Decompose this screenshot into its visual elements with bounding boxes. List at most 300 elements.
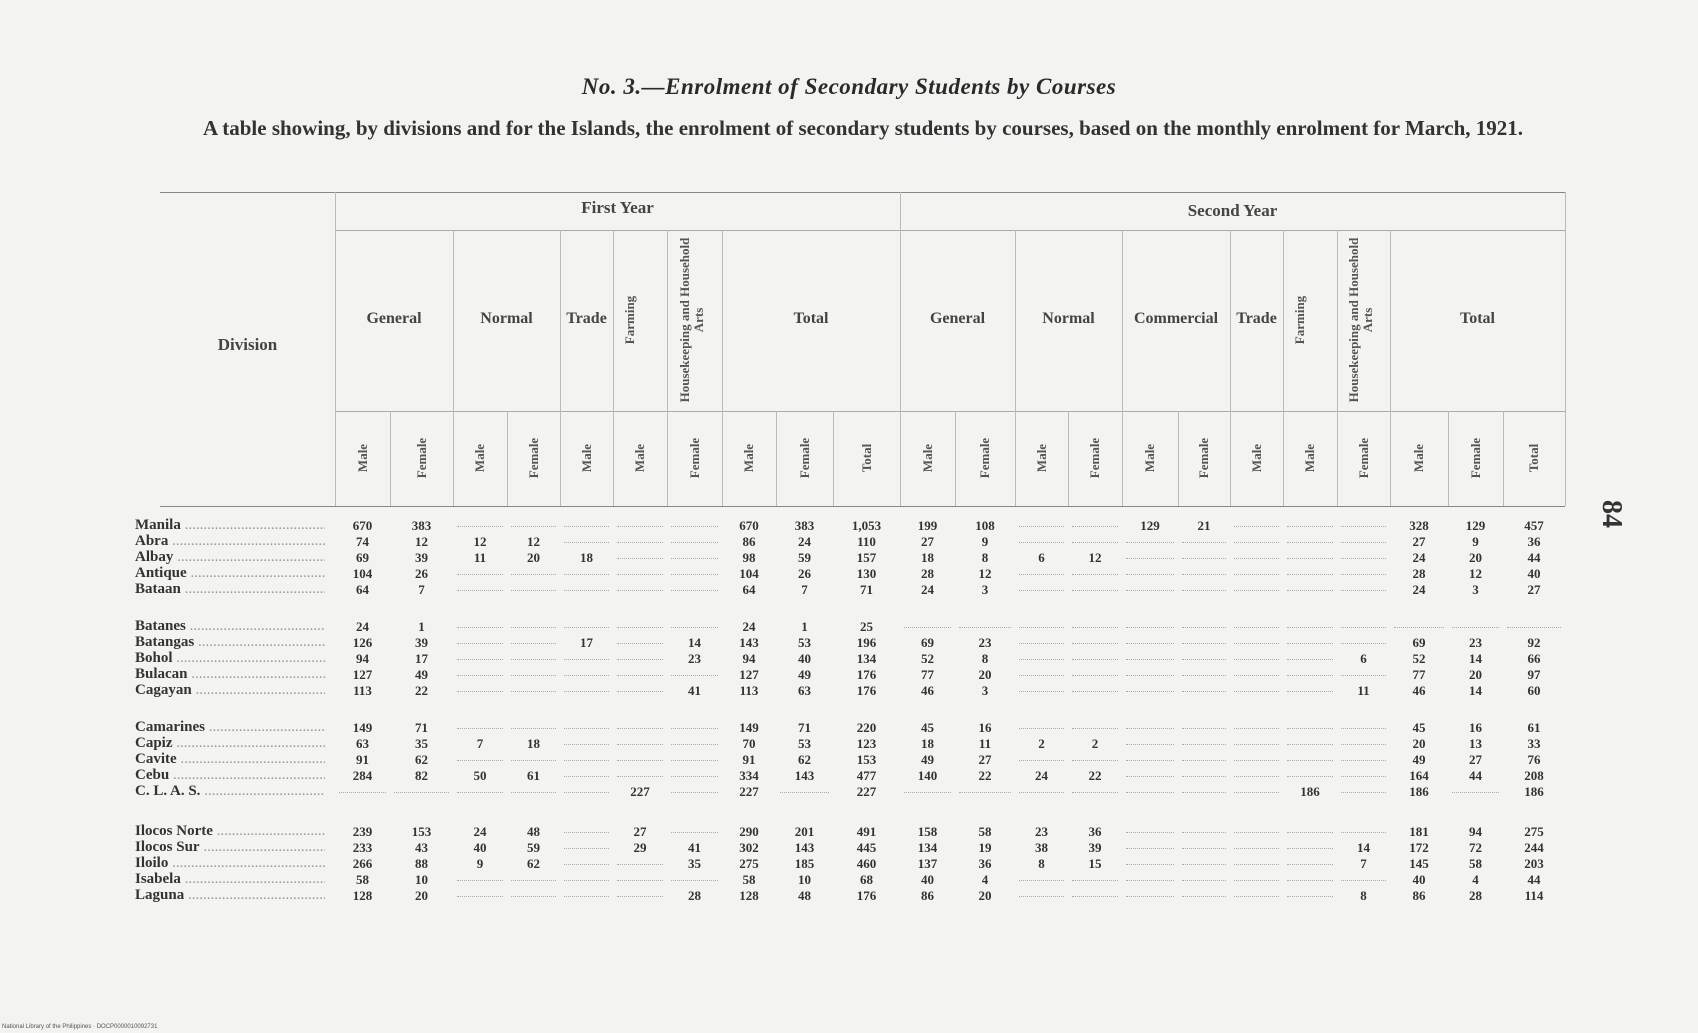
table-cell: 24 (473, 824, 487, 839)
table-cell: 24 (1035, 768, 1048, 783)
table-cell (1122, 767, 1178, 784)
table-cell (1015, 618, 1068, 635)
table-cell: 11 (1357, 683, 1370, 698)
division-label: Bataan ..... (135, 581, 325, 598)
table-cell (1230, 565, 1283, 582)
table-cell: 33 (1527, 736, 1541, 751)
table-cell: 186 (1524, 784, 1544, 799)
table-cell: 98 (742, 550, 756, 565)
table-cell: 383 (411, 518, 432, 533)
table-cell (1068, 666, 1122, 683)
table-cell: 24 (1412, 582, 1426, 597)
table-cell (776, 783, 833, 800)
table-cell: 44 (1527, 550, 1541, 565)
table-cell: 457 (1524, 518, 1544, 533)
table-cell (1178, 751, 1230, 768)
table-cell: 92 (1527, 635, 1541, 650)
column-divider (1015, 230, 1016, 506)
table-cell (1068, 751, 1122, 768)
table-cell (1178, 887, 1230, 904)
table-cell: 383 (794, 518, 815, 533)
table-cell (560, 887, 613, 904)
table-cell: 244 (1524, 840, 1544, 855)
table-cell: 275 (1524, 824, 1544, 839)
table-cell: 59 (798, 550, 811, 565)
table-cell: 491 (856, 824, 877, 839)
table-cell: 64 (742, 582, 756, 597)
table-cell: 153 (411, 824, 432, 839)
table-cell: 227 (739, 784, 759, 799)
table-cell: 20 (1469, 550, 1482, 565)
table-cell: 28 (1412, 566, 1426, 581)
table-cell: 82 (415, 768, 428, 783)
table-cell: 69 (1412, 635, 1426, 650)
table-cell (667, 783, 722, 800)
table-cell: 36 (1527, 534, 1541, 549)
table-cell (453, 634, 507, 651)
table-cell: 129 (1140, 518, 1160, 533)
table-cell: 71 (415, 720, 428, 735)
table-cell: 29 (633, 840, 647, 855)
table-cell: 129 (1465, 518, 1486, 533)
table-cell: 14 (1357, 840, 1370, 855)
table-cell (507, 871, 560, 888)
table-cell: 334 (739, 768, 759, 783)
division-label: Bohol ..... (135, 650, 325, 667)
table-cell (1230, 735, 1283, 752)
table-cell (1503, 618, 1565, 635)
table-cell: 16 (978, 720, 992, 735)
table-cell (560, 517, 613, 534)
table-cell (453, 783, 507, 800)
table-cell (1230, 871, 1283, 888)
table-cell (453, 581, 507, 598)
table-cell: 9 (476, 856, 484, 871)
table-cell (1068, 650, 1122, 667)
table-cell: 3 (981, 582, 989, 597)
table-cell: 227 (856, 784, 877, 799)
table-cell: 52 (1412, 651, 1426, 666)
table-cell (667, 517, 722, 534)
table-cell: 46 (921, 683, 934, 698)
table-cell (613, 871, 667, 888)
table-cell: 153 (856, 752, 877, 767)
table-cell (613, 855, 667, 872)
table-cell: 70 (742, 736, 756, 751)
sex-header: Female (796, 437, 812, 479)
column-divider (335, 192, 336, 506)
sex-header: Male (632, 443, 647, 473)
table-cell (1283, 618, 1337, 635)
page-number: 84 (1596, 500, 1627, 528)
table-cell: 69 (356, 550, 369, 565)
table-intro: A table showing, by divisions and for the Islands, the enrolment of secondary students by courses, based on the monthly enrolment for March, 1921. (203, 116, 1524, 140)
top-rule (160, 192, 1565, 193)
table-cell: 27 (978, 752, 992, 767)
division-label: Capiz ..... (135, 735, 325, 752)
table-cell: 43 (415, 840, 428, 855)
sex-header: Male (919, 443, 935, 473)
table-cell (667, 581, 722, 598)
table-cell (1178, 650, 1230, 667)
table-title: No. 3.—Enrolment of Secondary Students by Courses (581, 74, 1117, 99)
table-cell (1337, 783, 1390, 800)
table-cell: 12 (1088, 550, 1102, 565)
table-cell: 266 (352, 856, 373, 871)
table-cell (560, 871, 613, 888)
division-label: Antique ..... (135, 565, 325, 582)
table-cell: 45 (1412, 720, 1426, 735)
column-divider (722, 230, 723, 506)
division-label: Bulacan ..... (135, 666, 325, 683)
table-cell (1283, 634, 1337, 651)
table-cell (1448, 618, 1503, 635)
table-cell: 157 (856, 550, 877, 565)
course-header: Farming (622, 295, 637, 345)
table-cell (1337, 565, 1390, 582)
table-cell (667, 823, 722, 840)
table-cell (1283, 581, 1337, 598)
table-cell (1337, 735, 1390, 752)
table-cell (1068, 887, 1122, 904)
table-cell (1337, 618, 1390, 635)
table-cell (507, 634, 560, 651)
table-cell (560, 533, 613, 550)
table-cell: 62 (415, 752, 428, 767)
table-cell: 9 (1472, 534, 1479, 549)
table-cell (1283, 823, 1337, 840)
table-cell (613, 634, 667, 651)
table-cell: 11 (978, 736, 992, 751)
table-cell: 76 (1527, 752, 1541, 767)
table-cell: 172 (1409, 840, 1429, 855)
table-cell: 1,053 (851, 518, 882, 533)
table-cell: 113 (353, 683, 372, 698)
table-cell (560, 618, 613, 635)
table-cell: 12 (415, 534, 428, 549)
table-cell: 128 (352, 888, 373, 903)
table-cell: 12 (1469, 566, 1482, 581)
table-cell: 126 (352, 635, 373, 650)
table-cell (1178, 666, 1230, 683)
table-cell: 62 (527, 856, 540, 871)
sex-header: Female (977, 437, 992, 479)
table-cell (1015, 887, 1068, 904)
sex-header: Total (858, 443, 874, 473)
table-cell: 21 (1197, 518, 1211, 533)
table-cell: 39 (1088, 840, 1102, 855)
table-cell: 58 (1469, 856, 1482, 871)
table-cell: 12 (978, 566, 992, 581)
table-cell (1283, 767, 1337, 784)
table-cell: 50 (473, 768, 487, 783)
table-cell (1068, 682, 1122, 699)
division-label: Ilocos Norte ..... (135, 823, 325, 840)
table-cell (1230, 767, 1283, 784)
table-cell: 14 (688, 635, 701, 650)
division-label: Iloilo ..... (135, 855, 325, 872)
table-cell (1230, 666, 1283, 683)
table-cell (560, 783, 613, 800)
table-cell: 86 (921, 888, 934, 903)
table-cell: 24 (356, 619, 369, 634)
table-cell: 233 (352, 840, 373, 855)
course-header: Trade (566, 310, 607, 327)
table-cell: 94 (1469, 824, 1482, 839)
table-cell: 71 (798, 720, 811, 735)
table-cell: 48 (798, 888, 811, 903)
table-cell (1122, 666, 1178, 683)
table-cell (507, 517, 560, 534)
division-label: Laguna ..... (135, 887, 325, 904)
table-cell: 199 (917, 518, 938, 533)
table-cell: 176 (856, 667, 877, 682)
table-cell: 16 (1469, 720, 1482, 735)
table-cell (507, 618, 560, 635)
table-cell: 88 (415, 856, 428, 871)
table-cell (453, 565, 507, 582)
table-cell (667, 533, 722, 550)
table-cell: 91 (356, 752, 369, 767)
table-cell: 35 (688, 856, 701, 871)
table-cell: 284 (352, 768, 373, 783)
table-cell (1178, 871, 1230, 888)
table-cell: 63 (356, 736, 369, 751)
table-cell: 36 (1088, 824, 1102, 839)
column-divider (453, 230, 454, 506)
course-rule (335, 411, 1565, 412)
table-cell: 18 (527, 736, 540, 751)
table-cell (1122, 618, 1178, 635)
table-cell (560, 839, 613, 856)
table-cell (1122, 719, 1178, 736)
table-cell (453, 887, 507, 904)
division-label: Albay ..... (135, 549, 325, 566)
table-cell: 44 (1469, 768, 1482, 783)
division-label: Batanes ..... (135, 618, 325, 635)
table-cell (1122, 855, 1178, 872)
table-cell (1178, 783, 1230, 800)
table-cell: 77 (1412, 667, 1426, 682)
table-cell (1283, 517, 1337, 534)
table-cell: 45 (921, 720, 934, 735)
course-header: General (366, 310, 422, 327)
table-cell (1337, 533, 1390, 550)
table-cell: 49 (1412, 752, 1426, 767)
table-cell: 77 (921, 667, 934, 682)
table-cell: 94 (742, 651, 756, 666)
course-header: General (929, 310, 986, 327)
sex-header: Male (1411, 443, 1426, 473)
table-cell (560, 666, 613, 683)
table-cell (1283, 533, 1337, 550)
table-cell (1178, 581, 1230, 598)
table-cell: 7 (801, 582, 808, 597)
table-cell: 8 (1360, 888, 1367, 903)
table-cell (1178, 565, 1230, 582)
sex-header: Male (354, 443, 370, 473)
table-cell (613, 533, 667, 550)
table-cell: 20 (527, 550, 540, 565)
table-cell (1122, 735, 1178, 752)
table-cell: 10 (415, 872, 428, 887)
table-cell (1015, 517, 1068, 534)
table-cell: 460 (856, 856, 877, 871)
table-cell: 18 (580, 550, 593, 565)
table-cell (1178, 719, 1230, 736)
column-divider (1283, 230, 1284, 506)
table-cell (1337, 871, 1390, 888)
table-cell (1283, 650, 1337, 667)
table-cell: 27 (633, 824, 647, 839)
table-cell: 72 (1469, 840, 1482, 855)
table-cell (1068, 618, 1122, 635)
sex-header: Female (1355, 437, 1371, 479)
table-cell (667, 618, 722, 635)
table-cell: 181 (1409, 824, 1429, 839)
table-cell: 8 (1038, 856, 1045, 871)
table-cell (560, 735, 613, 752)
table-cell: 4 (981, 872, 989, 887)
column-divider (507, 411, 508, 506)
table-cell: 48 (527, 824, 540, 839)
table-cell (1015, 871, 1068, 888)
table-cell: 149 (739, 720, 759, 735)
table-cell: 145 (1409, 856, 1429, 871)
sex-header: Male (578, 443, 594, 473)
table-cell: 7 (476, 736, 484, 751)
table-cell: 130 (856, 566, 877, 581)
table-cell (560, 751, 613, 768)
table-cell: 196 (856, 635, 877, 650)
table-cell (507, 887, 560, 904)
table-cell: 134 (917, 840, 938, 855)
sex-header: Total (1526, 443, 1541, 473)
table-cell (1230, 581, 1283, 598)
table-cell: 53 (798, 736, 811, 751)
table-cell: 26 (415, 566, 428, 581)
table-cell (453, 618, 507, 635)
table-cell: 41 (688, 683, 701, 698)
table-cell (1015, 565, 1068, 582)
sex-header: Female (686, 437, 702, 479)
table-cell (1337, 634, 1390, 651)
table-cell: 61 (527, 768, 540, 783)
table-cell (1230, 823, 1283, 840)
year-rule (335, 230, 1565, 231)
table-cell: 137 (917, 856, 938, 871)
column-divider (900, 192, 901, 506)
table-cell: 164 (1409, 768, 1429, 783)
table-cell: 114 (1524, 888, 1544, 903)
table-cell (1122, 823, 1178, 840)
division-label: Isabela ..... (135, 871, 325, 888)
table-cell: 176 (856, 683, 877, 698)
table-cell (1337, 719, 1390, 736)
table-cell (560, 581, 613, 598)
table-cell: 12 (527, 534, 540, 549)
sex-header: Female (1467, 437, 1483, 479)
table-cell (507, 650, 560, 667)
table-cell: 290 (739, 824, 759, 839)
table-cell (1390, 618, 1448, 635)
division-label: Batangas ..... (135, 634, 325, 651)
table-cell: 26 (798, 566, 811, 581)
division-label: Ilocos Sur ..... (135, 839, 325, 856)
first-year-header: First Year (581, 198, 654, 217)
table-cell (507, 581, 560, 598)
table-cell (1178, 855, 1230, 872)
table-cell (667, 666, 722, 683)
table-cell (1230, 682, 1283, 699)
table-cell: 20 (415, 888, 428, 903)
table-cell (1337, 823, 1390, 840)
column-divider (1337, 230, 1338, 506)
course-header: Normal (1042, 310, 1095, 327)
table-cell (1178, 823, 1230, 840)
table-cell (1178, 767, 1230, 784)
table-cell: 127 (352, 667, 373, 682)
table-cell: 20 (978, 667, 992, 682)
table-cell: 108 (975, 518, 995, 533)
table-cell (1337, 581, 1390, 598)
sex-header: Female (525, 437, 541, 479)
table-cell (1122, 682, 1178, 699)
table-cell (667, 719, 722, 736)
table-cell: 186 (1409, 784, 1429, 799)
column-divider (833, 411, 834, 506)
table-cell (560, 767, 613, 784)
header-bottom-rule (160, 506, 1565, 507)
table-cell: 186 (1300, 784, 1320, 799)
table-cell: 143 (794, 768, 815, 783)
table-cell (1015, 751, 1068, 768)
table-cell (1283, 666, 1337, 683)
footer-caption: National Library of the Philippines · DOCP0000010092731 (2, 1024, 158, 1030)
sex-header: Male (1033, 443, 1049, 473)
table-cell (1068, 783, 1122, 800)
table-cell: 149 (352, 720, 373, 735)
column-divider (560, 230, 561, 506)
column-divider (776, 411, 777, 506)
table-cell: 86 (1412, 888, 1426, 903)
sex-header: Male (1248, 443, 1264, 473)
table-cell: 8 (981, 651, 989, 666)
table-cell: 58 (356, 872, 369, 887)
table-cell (1122, 751, 1178, 768)
table-cell: 140 (917, 768, 938, 783)
table-cell: 20 (1469, 667, 1482, 682)
table-cell: 134 (856, 651, 877, 666)
table-cell: 10 (798, 872, 811, 887)
sex-header: Male (472, 443, 487, 473)
table-cell (1230, 839, 1283, 856)
table-cell: 158 (917, 824, 938, 839)
column-divider (390, 411, 391, 506)
table-cell (1178, 618, 1230, 635)
table-cell (613, 581, 667, 598)
division-label: Camarines ..... (135, 719, 325, 736)
table-cell: 24 (742, 619, 756, 634)
course-header: Farming (1292, 295, 1307, 345)
table-cell: 24 (798, 534, 811, 549)
table-cell (1230, 751, 1283, 768)
table-cell (507, 751, 560, 768)
table-cell: 14 (1469, 651, 1482, 666)
table-cell (1015, 719, 1068, 736)
table-cell: 239 (352, 824, 373, 839)
table-cell (613, 650, 667, 667)
